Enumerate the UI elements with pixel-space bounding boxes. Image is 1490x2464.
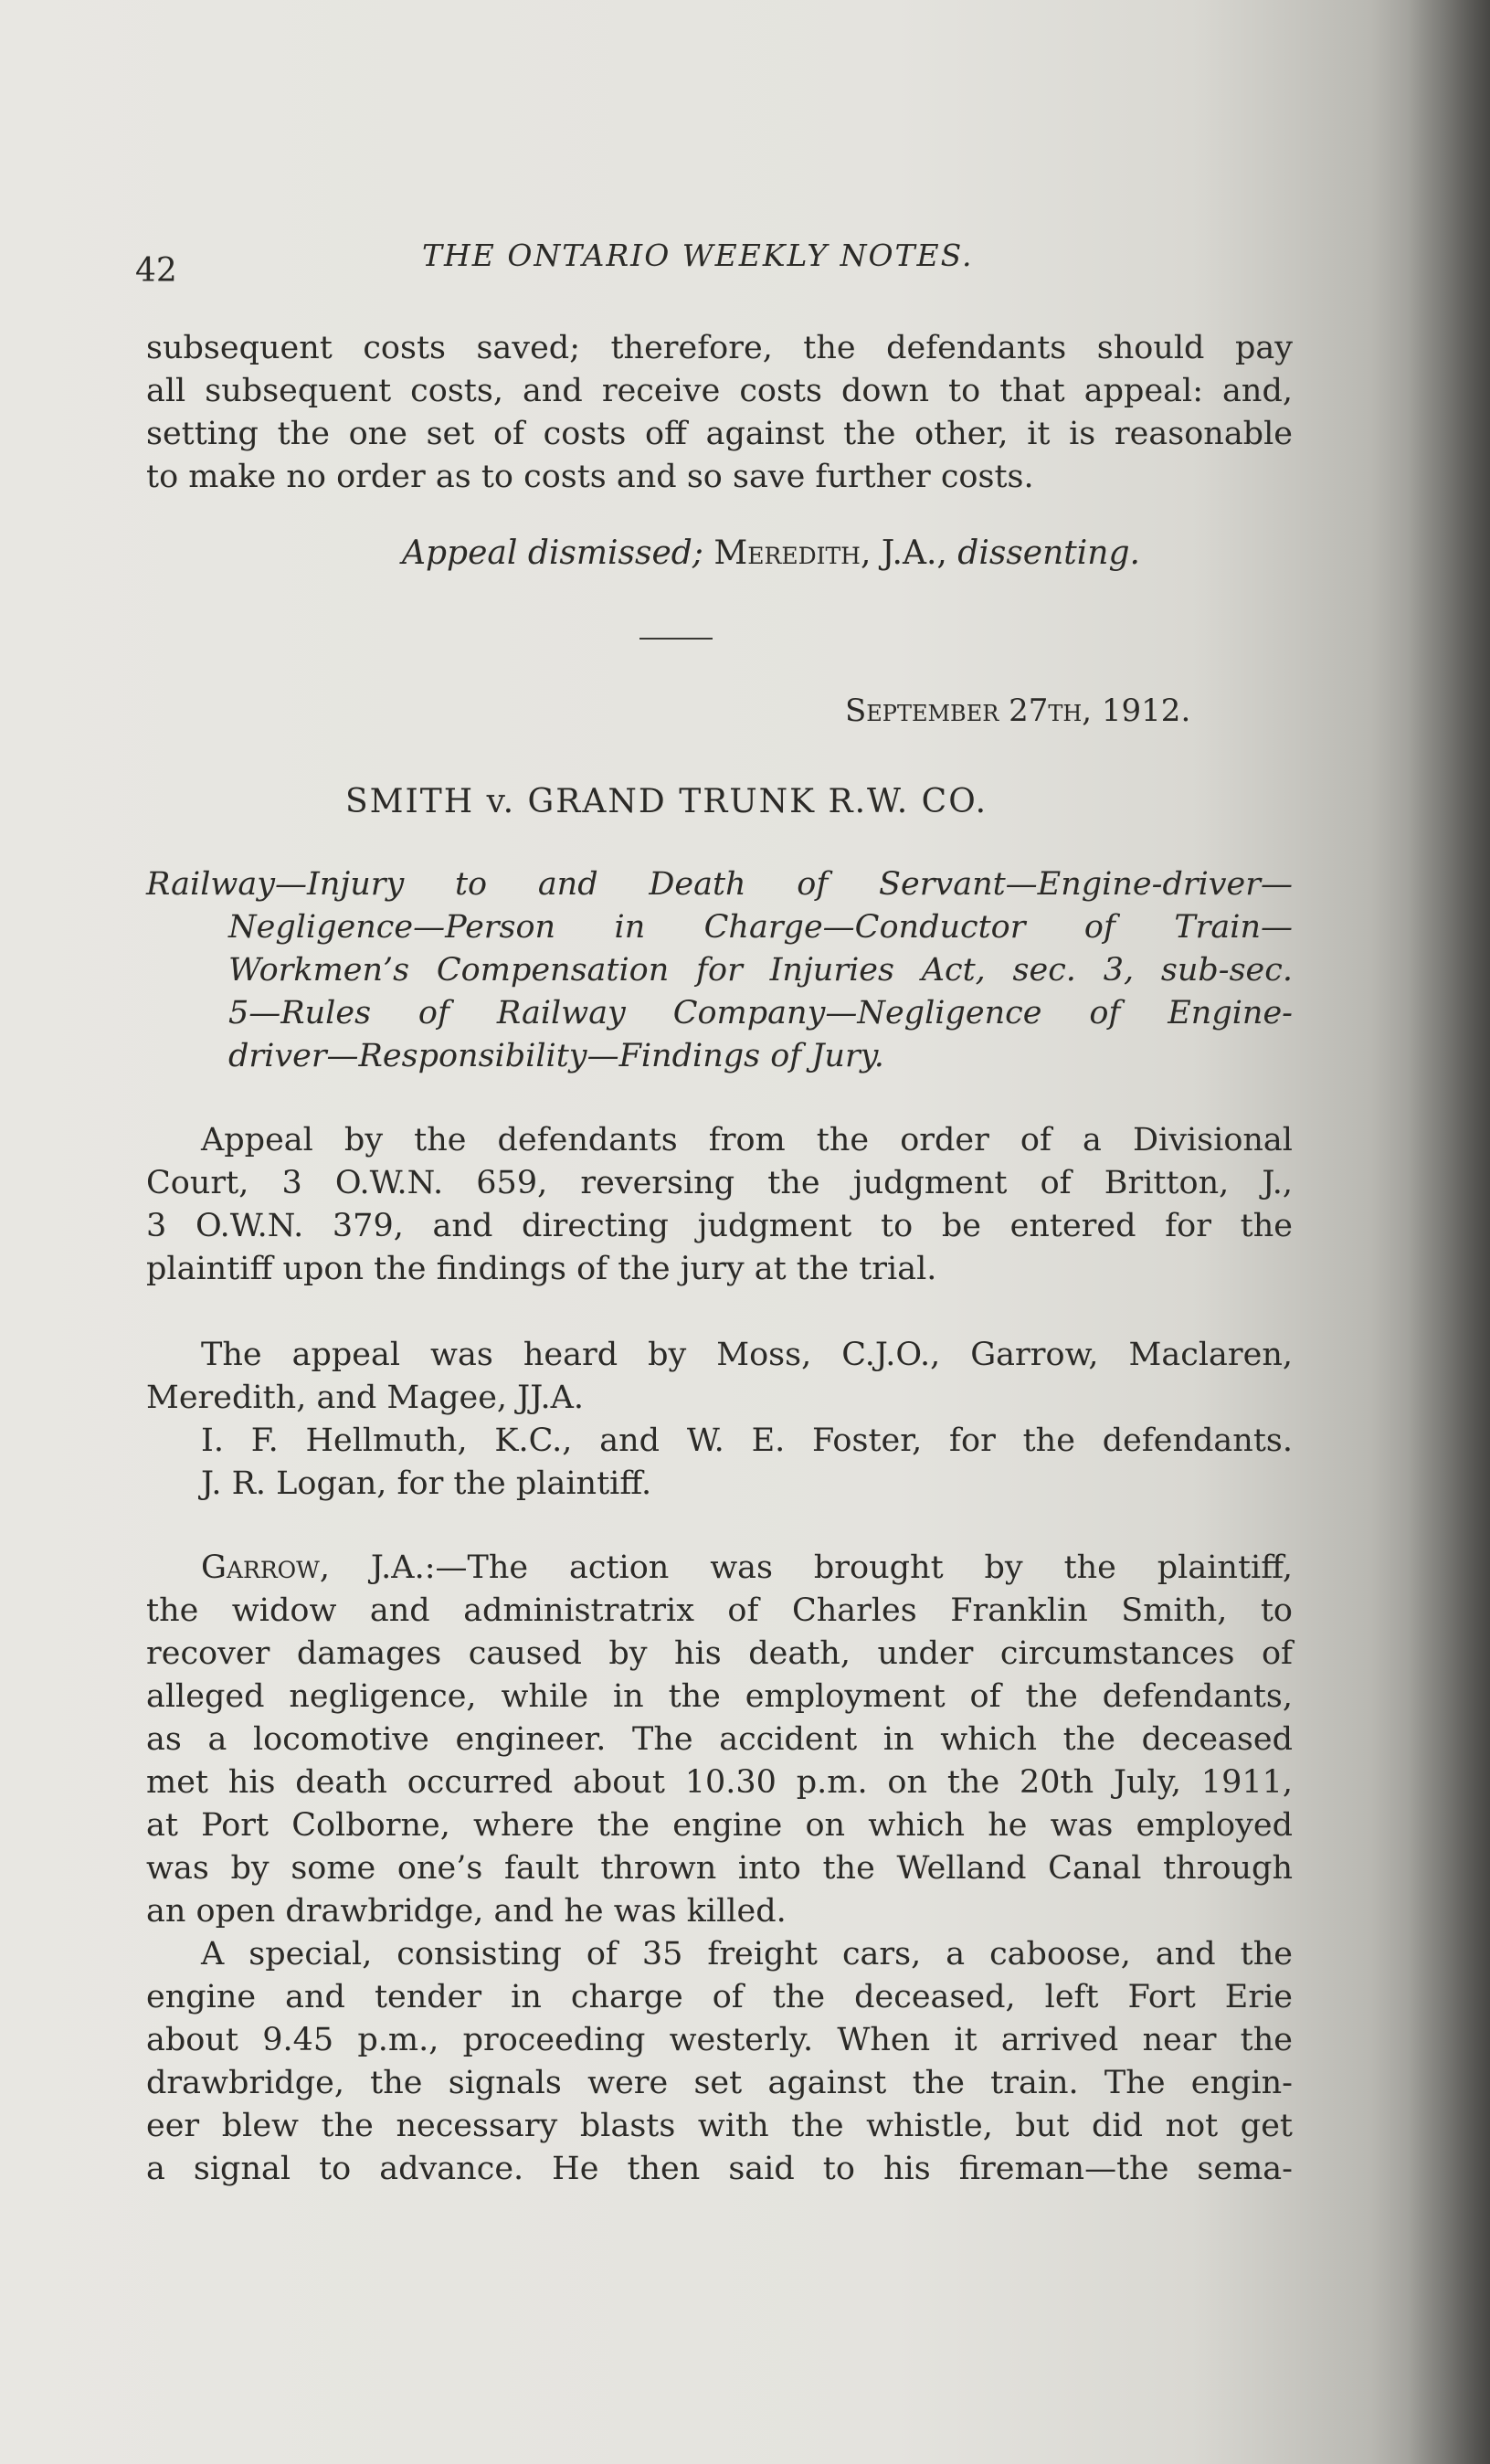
case-title: SMITH v. GRAND TRUNK R.W. CO.	[345, 783, 988, 820]
headnote-line: 5—Rules of Railway Company—Negligence of Engine-	[228, 995, 1293, 1031]
disposition-line	[402, 534, 1140, 572]
judgment-paragraph-1	[146, 1547, 1293, 1933]
text-line: an open drawbridge, and he was killed.	[146, 1893, 787, 1930]
judgment-paragraph-2	[146, 1933, 1293, 2191]
page-gutter-shadow	[1408, 0, 1490, 2464]
headnote-line: driver—Responsibility—Findings of Jury.	[228, 1038, 884, 1074]
disposition-result: Appeal dismissed;	[402, 534, 703, 572]
counsel-defendants: I. F. Hellmuth, K.C., and W. E. Foster, for the defendants.	[201, 1422, 1293, 1459]
appeal-intro-paragraph	[146, 1119, 1293, 1291]
judgment-author: Garrow	[201, 1549, 320, 1586]
dissent-note: dissenting.	[957, 534, 1140, 572]
counsel-plaintiff: J. R. Logan, for the plaintiff.	[201, 1465, 652, 1502]
section-divider	[639, 638, 713, 640]
judge-title: , J.A.,	[860, 534, 958, 572]
text-line: recover damages caused by his death, under circumstances of	[146, 1635, 1293, 1672]
text-line: as a locomotive engineer. The accident in which the deceased	[146, 1721, 1293, 1758]
text-line: A special, consisting of 35 freight cars, a caboose, and the	[201, 1936, 1293, 1972]
text-line: all subsequent costs, and receive costs down to that appeal: and,	[146, 373, 1293, 409]
headnote-line: Negligence—Person in Charge—Conductor of Train—	[228, 909, 1293, 946]
carryover-paragraph	[146, 327, 1293, 499]
text-line: engine and tender in charge of the deceased, left Fort Erie	[146, 1979, 1293, 2015]
text-line: 3 O.W.N. 379, and directing judgment to be entered for the	[146, 1208, 1293, 1244]
text-line: Court, 3 O.W.N. 659, reversing the judgment of Britton, J.,	[146, 1165, 1293, 1201]
text-line: setting the one set of costs off against the other, it is reasonable	[146, 416, 1293, 452]
text-line: to make no order as to costs and so save further costs.	[146, 459, 1034, 495]
text-line: plaintiff upon the findings of the jury at the trial.	[146, 1251, 937, 1287]
running-head: THE ONTARIO WEEKLY NOTES.	[422, 238, 974, 273]
dissenting-judge: Meredith	[713, 534, 861, 572]
text-line: about 9.45 p.m., proceeding westerly. When it arrived near the	[146, 2022, 1293, 2058]
page-number: 42	[135, 252, 177, 290]
headnote-line: Workmen’s Compensation for Injuries Act, sec. 3, sub-sec.	[228, 952, 1293, 989]
text-line: a signal to advance. He then said to his fireman—the sema-	[146, 2151, 1293, 2187]
bench-paragraph	[146, 1334, 1293, 1506]
headnote	[146, 863, 1293, 1078]
text-line: drawbridge, the signals were set against the train. The engin-	[146, 2065, 1293, 2101]
text-line: the widow and administratrix of Charles Franklin Smith, to	[146, 1592, 1293, 1629]
headnote-line: Railway—Injury to and Death of Servant—Engine-driver—	[146, 866, 1293, 903]
decision-date: September 27th, 1912.	[845, 693, 1191, 729]
text-line	[146, 1547, 1293, 1590]
text-line: was by some one’s fault thrown into the Welland Canal through	[146, 1850, 1293, 1887]
text-line: Appeal by the defendants from the order of a Divisional	[201, 1122, 1293, 1158]
judgment-author-title: , J.A.:—	[319, 1549, 468, 1586]
text-line: met his death occurred about 10.30 p.m. on the 20th July, 1911,	[146, 1764, 1293, 1801]
text-line: eer blew the necessary blasts with the whistle, but did not get	[146, 2108, 1293, 2144]
bench-line: Meredith, and Magee, JJ.A.	[146, 1380, 585, 1416]
text-line: alleged negligence, while in the employment of the defendants,	[146, 1678, 1293, 1715]
bench-line: The appeal was heard by Moss, C.J.O., Garrow, Maclaren,	[201, 1337, 1293, 1373]
text-line: at Port Colborne, where the engine on which he was employed	[146, 1807, 1293, 1844]
text-fragment: The action was brought by the plaintiff,	[467, 1549, 1293, 1586]
text-line: subsequent costs saved; therefore, the defendants should pay	[146, 330, 1293, 366]
